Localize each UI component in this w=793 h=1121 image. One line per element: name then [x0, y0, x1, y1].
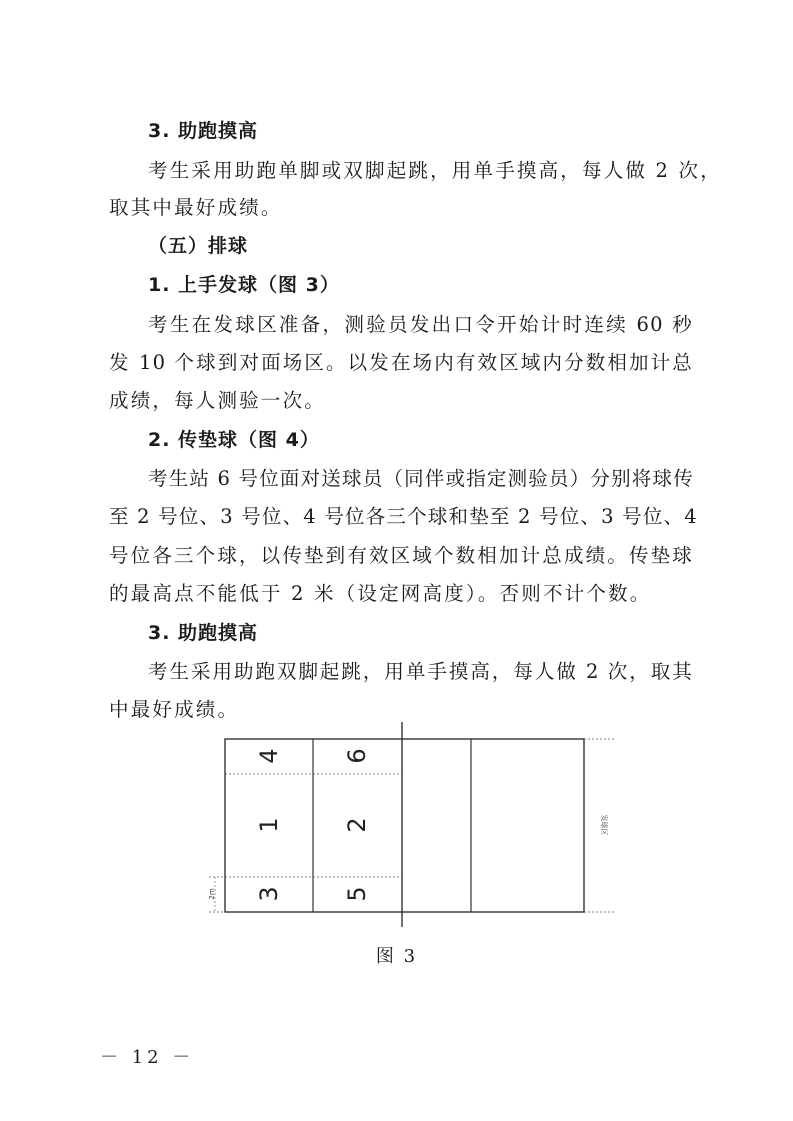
volleyball-court-diagram	[205, 722, 625, 927]
paragraph-line: 中最好成绩。	[109, 698, 240, 721]
zone-5-label: 5	[343, 886, 371, 902]
heading-pass-dig: 2. 传垫球（图 4）	[148, 429, 320, 451]
paragraph-line: 的最高点不能低于 2 米（设定网高度）。否则不计个数。	[109, 582, 652, 605]
paragraph-line: 考生在发球区准备，测验员发出口令开始计时连续 60 秒	[148, 313, 693, 336]
paragraph-line: 至 2 号位、3 号位、4 号位各三个球和垫至 2 号位、3 号位、4	[109, 505, 698, 528]
paragraph-line: 考生采用助跑单脚或双脚起跳，用单手摸高，每人做 2 次，	[148, 159, 722, 182]
distance-label: 2m	[208, 888, 216, 900]
paragraph-line: 考生采用助跑双脚起跳，用单手摸高，每人做 2 次，取其	[148, 660, 693, 683]
heading-running-touch-high: 3. 助跑摸高	[148, 120, 259, 142]
zone-6-label: 6	[343, 748, 371, 764]
paragraph-line: 考生站 6 号位面对送球员（同伴或指定测验员）分别将球传	[148, 467, 694, 490]
zone-1-label: 1	[255, 817, 283, 833]
serve-area-label: 发球区	[600, 814, 608, 836]
zone-2-label: 2	[343, 817, 371, 833]
heading-overhand-serve: 1. 上手发球（图 3）	[148, 274, 340, 296]
paragraph-line: 成绩，每人测验一次。	[109, 389, 327, 412]
zone-3-label: 3	[255, 886, 283, 902]
paragraph-line: 取其中最好成绩。	[109, 196, 283, 219]
paragraph-line: 号位各三个球，以传垫到有效区域个数相加计总成绩。传垫球	[109, 544, 693, 567]
figure-caption: 图 3	[375, 946, 418, 967]
heading-volleyball: （五）排球	[148, 235, 249, 257]
zone-4-label: 4	[255, 748, 283, 764]
heading-running-touch-high-2: 3. 助跑摸高	[148, 622, 259, 644]
paragraph-line: 发 10 个球到对面场区。以发在场内有效区域内分数相加计总	[109, 351, 693, 374]
page-number: － 12 －	[100, 1047, 195, 1068]
